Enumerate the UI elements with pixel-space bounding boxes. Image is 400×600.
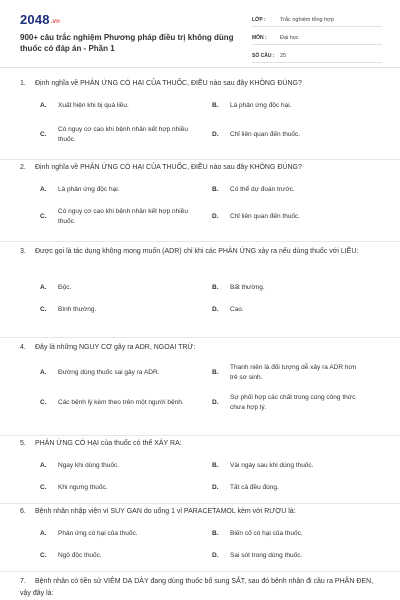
option-d[interactable] [212, 550, 362, 562]
meta-row-class [252, 13, 382, 27]
option-text: Độc. [58, 284, 72, 291]
option-d[interactable] [212, 482, 362, 494]
site-logo[interactable] [20, 12, 60, 27]
question-number: 5. [20, 440, 26, 447]
option-text: Chỉ liên quan đến thuốc. [230, 213, 301, 220]
option-letter: C. [40, 131, 47, 138]
page-title: 900+ câu trắc nghiệm Phương pháp điều trị không dùng thuốc có đáp án - Phần 1 [20, 33, 234, 53]
option-letter: D. [212, 484, 219, 491]
question-2 [0, 160, 400, 242]
option-letter: A. [40, 530, 47, 537]
option-text: Xuất hiện khi bị quá liều. [58, 102, 129, 109]
option-c[interactable] [40, 124, 190, 146]
option-letter: D. [212, 131, 219, 138]
option-d[interactable] [212, 124, 362, 146]
question-text [20, 78, 384, 90]
meta-value: Đại học [280, 34, 299, 41]
option-letter: C. [40, 399, 47, 406]
meta-label: MÔN : [252, 34, 267, 41]
option-b[interactable] [212, 362, 362, 384]
option-a[interactable] [40, 362, 190, 384]
option-letter: B. [212, 186, 219, 193]
option-letter: D. [212, 552, 219, 559]
option-a[interactable] [40, 100, 190, 112]
option-text: Ngay khi dùng thuốc. [58, 462, 120, 469]
page-header [0, 0, 400, 68]
option-b[interactable] [212, 282, 362, 294]
question-6 [0, 504, 400, 572]
question-number: 4. [20, 344, 26, 351]
meta-row-subject [252, 31, 382, 45]
option-text: Bình thường. [58, 306, 97, 313]
option-text: Biến cố có hại của thuốc. [230, 530, 303, 537]
option-letter: C. [40, 213, 47, 220]
option-d[interactable] [212, 304, 362, 316]
meta-label: LỚP : [252, 16, 266, 23]
option-c[interactable] [40, 482, 190, 494]
question-prompt: Được gọi là tác dụng không mong muốn (ADR) chỉ khi các PHẢN ỨNG xảy ra nếu dùng thuốc với LIỀU: [35, 248, 359, 255]
option-letter: B. [212, 530, 219, 537]
option-text: Có nguy cơ cao khi bệnh nhân kết hợp nhiều thuốc. [58, 126, 188, 143]
option-text: Là phản ứng độc hại. [58, 186, 120, 193]
question-text [20, 438, 384, 450]
option-letter: D. [212, 213, 219, 220]
meta-row-count [252, 49, 382, 63]
question-5 [0, 436, 400, 504]
option-text: Sai sót trong dùng thuốc. [230, 552, 303, 559]
option-letter: C. [40, 484, 47, 491]
option-letter: B. [212, 284, 219, 291]
option-b[interactable] [212, 528, 362, 540]
question-prompt: Bệnh nhân có tiền sử VIÊM DẠ DÀY đang dùng thuốc bổ sung SẮT, sau đó bệnh nhân đi cầu ra PHÂN ĐEN, vậy đây là: [20, 578, 374, 597]
option-letter: D. [212, 399, 219, 406]
option-letter: B. [212, 102, 219, 109]
question-number: 3. [20, 248, 26, 255]
option-c[interactable] [40, 550, 190, 562]
meta-value: 25 [280, 52, 287, 59]
option-text: Vài ngày sau khi dùng thuốc. [230, 462, 314, 469]
option-letter: B. [212, 369, 219, 376]
question-prompt: Bệnh nhân nhập viện vì SUY GAN do uống 1 vỉ PARACETAMOL kèm với RƯỢU là: [35, 508, 296, 515]
option-letter: A. [40, 369, 47, 376]
option-letter: A. [40, 102, 47, 109]
option-text: Sự phối hợp các chất trong cùng công thức chưa hợp lý. [230, 394, 356, 411]
question-prompt: Định nghĩa về PHẢN ỨNG CÓ HẠI CỦA THUỐC, ĐIỀU nào sau đây KHÔNG ĐÚNG? [35, 164, 302, 171]
question-number: 2. [20, 164, 26, 171]
question-1 [0, 68, 400, 160]
option-text: Phản ứng có hại của thuốc. [58, 530, 138, 537]
option-a[interactable] [40, 460, 190, 472]
question-3 [0, 242, 400, 338]
option-text: Ngộ độc thuốc. [58, 552, 102, 559]
option-b[interactable] [212, 100, 362, 112]
option-text: Cao. [230, 306, 244, 313]
option-d[interactable] [212, 206, 362, 228]
option-d[interactable] [212, 392, 362, 414]
option-letter: A. [40, 186, 47, 193]
meta-value: Trắc nghiệm tổng hợp [280, 16, 334, 23]
option-text: Các bệnh lý kèm theo trên một người bệnh. [58, 399, 184, 406]
option-text: Có thể dự đoán trước. [230, 186, 295, 193]
option-letter: D. [212, 306, 219, 313]
option-letter: A. [40, 462, 47, 469]
option-text: Đường dùng thuốc sai gây ra ADR. [58, 369, 160, 376]
option-letter: B. [212, 462, 219, 469]
option-b[interactable] [212, 184, 362, 196]
option-text: Thanh niên là đối tượng dễ xảy ra ADR hơn trẻ sơ sinh. [230, 364, 357, 381]
question-text [20, 162, 384, 174]
option-text: Có nguy cơ cao khi bệnh nhân kết hợp nhiều thuốc. [58, 208, 188, 225]
option-letter: C. [40, 306, 47, 313]
option-text: Bất thường. [230, 284, 265, 291]
question-prompt: Định nghĩa về PHẢN ỨNG CÓ HẠI CỦA THUỐC, ĐIỀU nào sau đây KHÔNG ĐÚNG? [35, 80, 302, 87]
logo-suffix: .vn [50, 19, 61, 25]
option-c[interactable] [40, 206, 190, 228]
question-prompt: Đây là những NGUY CƠ gây ra ADR, NGOẠI TRỪ: [35, 344, 196, 351]
option-text: Là phản ứng độc hại. [230, 102, 292, 109]
question-text [20, 506, 384, 518]
option-b[interactable] [212, 460, 362, 472]
question-text [20, 576, 384, 600]
option-a[interactable] [40, 528, 190, 540]
question-text [20, 342, 384, 354]
option-text: Tất cả đều đúng. [230, 484, 279, 491]
option-letter: A. [40, 284, 47, 291]
logo-text: 2048 [20, 12, 50, 27]
question-text [20, 246, 384, 258]
question-number: 1. [20, 80, 26, 87]
option-text: Khi ngưng thuốc. [58, 484, 108, 491]
question-7 [0, 572, 400, 600]
question-number: 7. [20, 578, 26, 585]
meta-label: SỐ CÂU : [252, 52, 275, 59]
question-number: 6. [20, 508, 26, 515]
question-prompt: PHẢN ỨNG CÓ HẠI của thuốc có thể XẢY RA: [35, 440, 182, 447]
option-a[interactable] [40, 282, 190, 294]
option-c[interactable] [40, 304, 190, 316]
option-letter: C. [40, 552, 47, 559]
option-text: Chỉ liên quan đến thuốc. [230, 131, 301, 138]
question-4 [0, 338, 400, 436]
option-c[interactable] [40, 392, 190, 414]
option-a[interactable] [40, 184, 190, 196]
quiz-meta [252, 13, 382, 67]
